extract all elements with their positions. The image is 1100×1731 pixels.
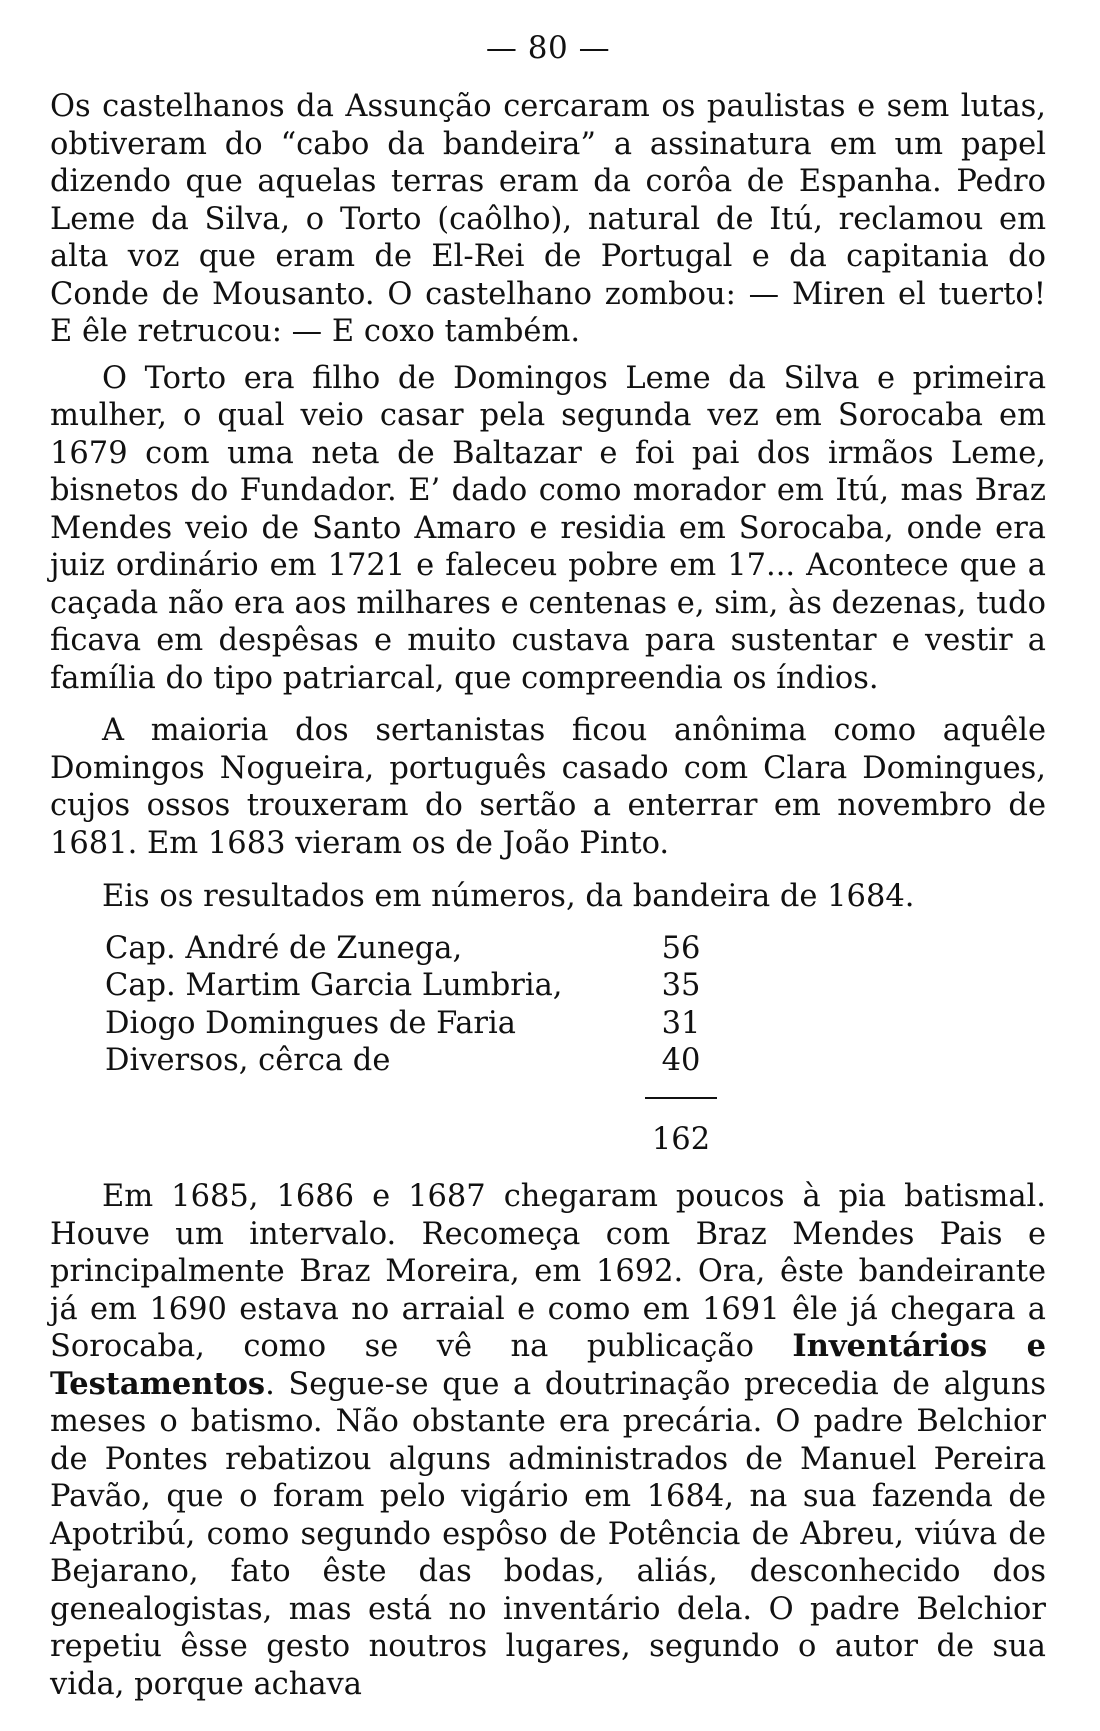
paragraph-4-text-after: . Segue-se que a doutrinação precedia de alguns meses o batismo. Não obstante era precária. O padre Belchior de Pontes rebatizou alguns administrados de Manuel Pereira Pavão, que o foram pelo vigário em 1684, na sua fazenda de Apotribú, como segundo espôso de Potência de Abreu, viúva de Bejarano, fato êste das bodas, aliás, desconhecido dos genealogistas, mas está no inventário dela. O padre Belchior repetiu êsse gesto noutros lugares, segundo o autor de sua vida, porque achava <box>50 1366 1046 1702</box>
results-row <box>105 1005 717 1043</box>
results-intro: Eis os resultados em números, da bandeira de 1684. <box>102 879 915 914</box>
results-row <box>105 930 717 968</box>
results-sum-rule-row <box>105 1080 717 1118</box>
paragraph-4 <box>50 1178 1046 1703</box>
paragraph-3: A maioria dos sertanistas ficou anônima como aquêle Domingos Nogueira, português casado com Clara Domingues, cujos ossos trouxeram do sertão a enterrar em novembro de 1681. Em 1683 vieram os de João Pinto. <box>50 713 1046 861</box>
book-page <box>50 30 1046 1703</box>
results-row-name: Cap. Martim Garcia Lumbria, <box>105 968 563 1003</box>
publication-title: Inventários e Testamentos <box>50 1328 1047 1402</box>
results-row-value: 56 <box>661 930 701 966</box>
paragraph-2: O Torto era filho de Domingos Leme da Silva e primeira mulher, o qual veio casar pela segunda vez em Sorocaba em 1679 com uma neta de Baltazar e foi pai dos irmãos Leme, bisnetos do Fundador. E’ dado como morador em Itú, mas Braz Mendes veio de Santo Amaro e residia em Sorocaba, onde era juiz ordinário em 1721 e faleceu pobre em 17... Acontece que a caçada não era aos milhares e centenas e, sim, às dezenas, tudo ficava em despêsas e muito custava para sustentar e vestir a família do tipo patriarcal, que compreendia os índios. <box>50 360 1046 696</box>
results-row <box>105 967 717 1005</box>
paragraph-1: Os castelhanos da Assunção cercaram os paulistas e sem lutas, obtiveram do “cabo da bandeira” a assinatura em um papel dizendo que aquelas terras eram da corôa de Espanha. Pedro Leme da Silva, o Torto (caôlho), natural de Itú, reclamou em alta voz que eram de El-Rei de Portugal e da capitania do Conde de Mousanto. O castelhano zombou: — Miren el tuerto! E êle retrucou: — E coxo também. <box>50 89 1046 349</box>
results-row <box>105 1042 717 1080</box>
results-row-value: 40 <box>661 1043 701 1078</box>
results-row-value: 35 <box>661 968 701 1003</box>
page-number: — 80 — <box>485 30 611 66</box>
results-row-name: Cap. André de Zunega, <box>105 930 463 966</box>
results-row-name: Diogo Domingues de Faria <box>105 1005 516 1041</box>
results-row-value: 31 <box>661 1005 701 1041</box>
results-total-row <box>105 1117 717 1163</box>
results-row-name: Diversos, cêrca de <box>105 1043 391 1078</box>
sum-rule-line <box>645 1097 717 1099</box>
results-total: 162 <box>651 1122 711 1158</box>
paragraph-4-text-before: Em 1685, 1686 e 1687 chegaram poucos à pia batismal. Houve um intervalo. Recomeça com Braz Mendes Pais e principalmente Braz Moreira, em 1692. Ora, êste bandeirante já em 1690 estava no arraial e como em 1691 êle já chegara a Sorocaba, como se vê na publicação <box>50 1179 1046 1364</box>
results-table <box>105 930 717 1164</box>
